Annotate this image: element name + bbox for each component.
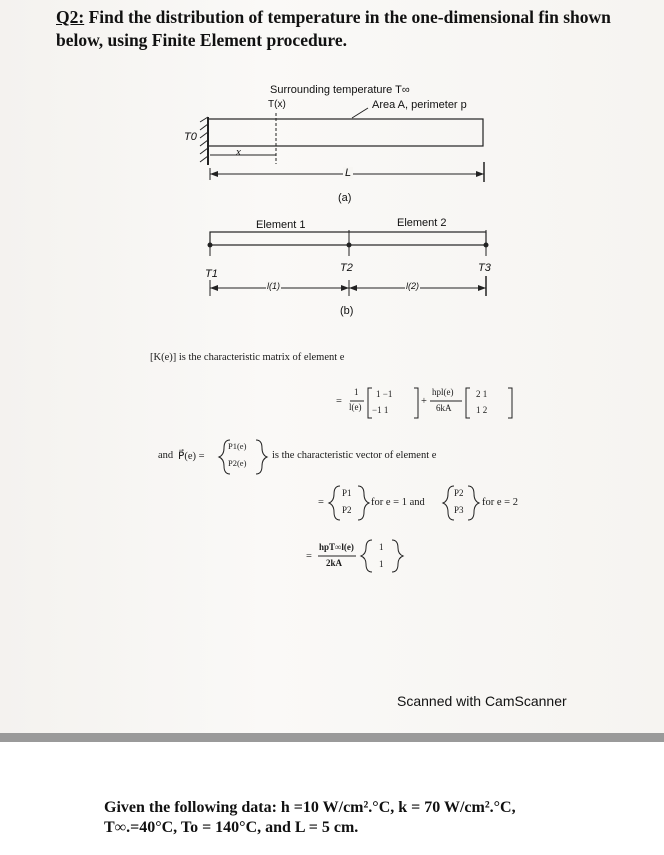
tx-label: T(x): [268, 99, 286, 110]
surrounding-temp-label: Surrounding temperature T∞: [270, 84, 410, 96]
t2-label: T2: [340, 262, 353, 274]
camscanner-watermark: Scanned with CamScanner: [397, 693, 567, 709]
k-frac2-den: 6kA: [436, 403, 452, 413]
p-vecB-row2: P3: [454, 505, 464, 515]
k-frac1-den: l(e): [349, 402, 362, 412]
l2-label: l(2): [406, 281, 419, 291]
p-frac-den: 2kA: [326, 558, 343, 568]
x-label: x: [236, 146, 241, 158]
k-mat1-row2: −1 1: [372, 405, 389, 415]
p-and: and: [158, 450, 174, 461]
k-equals: =: [336, 396, 342, 407]
p-vecC-row1: 1: [379, 542, 384, 552]
p-frac-num: hpT∞l(e): [319, 542, 354, 552]
question-number: Q2:: [56, 7, 85, 27]
p-for-e2: for e = 2: [482, 497, 518, 508]
p-vecA-row2: P2: [342, 505, 352, 515]
k-frac1-num: 1: [354, 387, 359, 397]
p-vecC-row2: 1: [379, 559, 384, 569]
p-vecA-row1: P1: [342, 488, 352, 498]
k-mat2-row2: 1 2: [476, 405, 488, 415]
question-text: Find the distribution of temperature in the one-dimensional fin shown below, using Finite Element procedure.: [56, 7, 611, 50]
k-definition: [K(e)] is the characteristic matrix of element e: [150, 352, 345, 363]
t0-label: T0: [184, 131, 197, 143]
k-frac2-num: hpl(e): [432, 387, 454, 397]
k-mat1-row1: 1 −1: [376, 389, 393, 399]
p-for-e1: for e = 1 and: [371, 497, 425, 508]
given-line-1: Given the following data: h =10 W/cm².°C, k = 70 W/cm².°C,: [104, 799, 516, 816]
t1-label: T1: [205, 268, 218, 280]
k-plus: +: [421, 396, 427, 407]
p-description: is the characteristic vector of element e: [272, 450, 437, 461]
given-line-2: T∞.=40°C, To = 140°C, and L = 5 cm.: [104, 819, 359, 836]
p-vecB-row1: P2: [454, 488, 464, 498]
element2-label: Element 2: [397, 217, 447, 229]
area-perimeter-label: Area A, perimeter p: [372, 99, 467, 111]
l1-label: l(1): [267, 281, 280, 291]
p-vec-row1: P1(e): [228, 441, 247, 451]
element1-label: Element 1: [256, 219, 306, 231]
caption-a: (a): [338, 192, 352, 204]
p-vec-row2: P2(e): [228, 458, 247, 468]
p-equals-2: =: [306, 551, 312, 562]
p-equals-1: =: [318, 497, 324, 508]
l-label: L: [345, 167, 352, 179]
p-lhs: P⃗(e) =: [178, 451, 205, 462]
caption-b: (b): [340, 305, 354, 317]
given-data: [104, 798, 644, 838]
page-divider: [0, 733, 664, 742]
k-mat2-row1: 2 1: [476, 389, 488, 399]
t3-label: T3: [478, 262, 491, 274]
